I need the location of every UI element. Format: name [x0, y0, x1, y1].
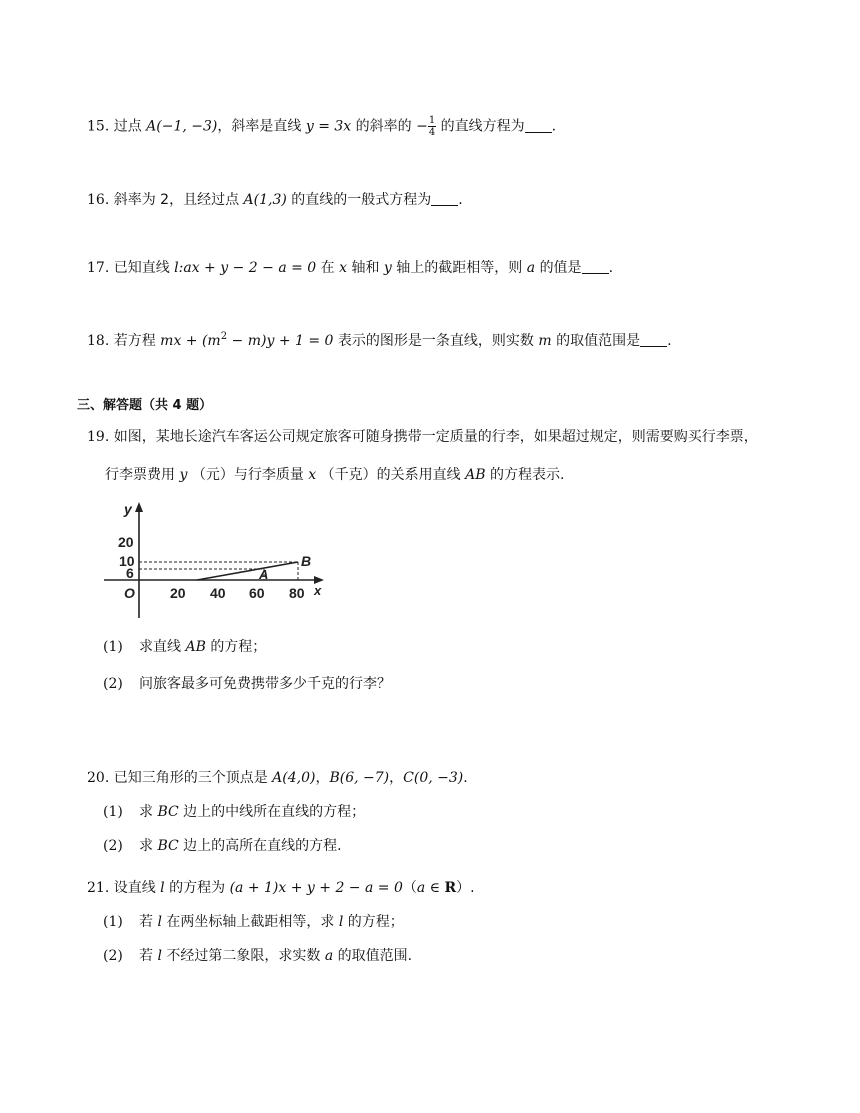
math-point: A(−1, −3) [146, 118, 218, 135]
question-21: 21. 设直线 l 的方程为 (a + 1)x + y + 2 − a = 0（a ∈ R）. [87, 880, 475, 896]
x-tick-label: 20 [170, 585, 186, 601]
math-equation: l:ax + y − 2 − a = 0 [174, 260, 317, 276]
point-b-label: B [301, 553, 312, 569]
section-title: 三、解答题（共 4 题） [77, 398, 213, 413]
x-tick-label: 60 [249, 585, 265, 601]
question-18: 18. 若方程 mx + $(m^2 - m)y + 1 = 0$ 表示的图形是一条直线，则实数 m 的取值范围是 . [87, 331, 672, 349]
y-axis-arrow-icon [135, 502, 143, 512]
math-equation: y = 3x [305, 118, 352, 135]
y-tick-label: 20 [118, 534, 134, 550]
y-axis-label: y [124, 501, 132, 517]
y-tick-label: 10 [119, 553, 135, 569]
question-number: 18. [87, 333, 110, 349]
question-21-sub-2: (2) 若 l 不经过第二象限，求实数 a 的取值范围. [103, 948, 413, 964]
answer-blank[interactable] [525, 118, 552, 133]
x-tick-label: 40 [210, 585, 226, 601]
x-tick-label: 80 [289, 585, 305, 601]
math-equation: (a + 1)x + y + 2 − a = 0 [229, 880, 403, 896]
question-20: 20. 已知三角形的三个顶点是 A(4,0)，B(6, −7)，C(0, −3). [87, 770, 468, 786]
question-number: 21. [87, 880, 110, 896]
answer-blank[interactable] [582, 259, 609, 274]
question-number: 16. [87, 192, 110, 208]
question-15: 15. 过点 A(−1, −3)，斜率是直线 y = 3x 的斜率的 − $\frac{1}{4}$ 的直线方程为 . [87, 115, 557, 138]
y-tick-label: 6 [126, 565, 134, 581]
question-number: 20. [87, 770, 110, 786]
question-number: 17. [87, 260, 110, 276]
question-20-sub-1: (1) 求 BC 边上的中线所在直线的方程； [103, 804, 366, 820]
question-21-sub-1: (1) 若 l 在两坐标轴上截距相等，求 l 的方程； [103, 914, 404, 930]
origin-label: O [124, 585, 135, 601]
answer-blank[interactable] [640, 332, 667, 347]
question-19-sub-1: (1) 求直线 AB 的方程； [103, 639, 267, 655]
question-number: 19. [87, 429, 110, 445]
question-19-line2: 行李票费用 y （元）与行李质量 x （千克）的关系用直线 AB 的方程表示. [105, 467, 565, 483]
math-point: A(1,3) [243, 192, 287, 208]
math-equation: mx + $(m^2 - m)y + 1 = 0$ [160, 331, 334, 349]
answer-blank[interactable] [431, 191, 458, 206]
x-axis-label: x [314, 583, 322, 598]
question-number: 15. [87, 118, 110, 135]
question-17: 17. 已知直线 l:ax + y − 2 − a = 0 在 x 轴和 y 轴上的截距相等，则 a 的值是 . [87, 260, 614, 276]
question-19: 19. 如图，某地长途汽车客运公司规定旅客可随身携带一定质量的行李，如果超过规定，则需要购买行李票， [87, 429, 758, 445]
point-a-label: A [259, 567, 269, 582]
fraction: $\frac{1}{4}$ [428, 115, 436, 138]
question-16: 16. 斜率为 2，且经过点 A(1,3) 的直线的一般式方程为 . [87, 192, 463, 208]
question-19-sub-2: (2) 问旅客最多可免费携带多少千克的行李？ [103, 676, 391, 692]
line-graph-figure [100, 500, 340, 625]
line-ab [197, 562, 298, 580]
question-20-sub-2: (2) 求 BC 边上的高所在直线的方程. [103, 838, 342, 854]
